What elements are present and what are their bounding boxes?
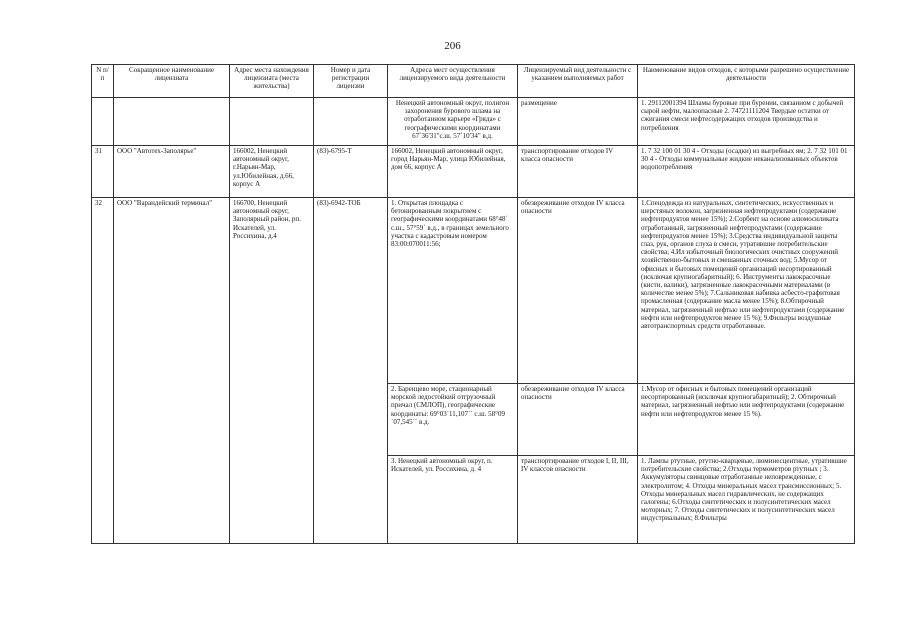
cell-waste-types: 1. 7 32 100 01 30 4 - Отходы (осадки) из выгребных ям; 2. 7 32 101 01 30 4 - Отходы коммунальные жидкие неканализованных объектов водопотребления bbox=[638, 146, 855, 198]
cell-activity-address: 166002, Ненецкий автономный округ, город Нарьян-Мар, улица Юбилейная, дом 66, корпус А bbox=[388, 146, 518, 198]
table-header-row bbox=[92, 65, 855, 98]
cell-activity-type: обезвреживание отходов IV класса опасности bbox=[518, 384, 638, 456]
cell-activity-address: 2. Баренцево море, стационарный морской ледостойкий отгрузочный причал (СМЛОП), географические координаты: 69°03´11,107´´ с.ш. 58°09´07,545´´ в.д. bbox=[388, 384, 518, 456]
cell-activity-type: транспортирование отходов IV класса опасности bbox=[518, 146, 638, 198]
table-row bbox=[92, 198, 855, 384]
cell-registration: (83)-6795-Т bbox=[314, 146, 388, 198]
cell-waste-types: 1.Спецодежда из натуральных, синтетических, искусственных и шерстяных волокон, загрязненная нефтепродуктами (содержание нефтепродуктов менее 15%); 2.Сорбент на основе алюмосиликата отработанный, загрязненный нефтепродуктами (содержание нефтепродуктов менее 15%); 3.Средства индивидуальной защиты глаз, рук, органов слуха в смеси, утратившие потребительские свойства; 4.Ил избыточный биологических очистных сооружений хозяйственно-бытовых и смешанных сточных вод; 5.Мусор от офисных и бытовых помещений организаций несортированный (исключая крупногабаритный); 6. Инструменты лакокрасочные (кисти, валики), загрязненные лакокрасочными материалами (в количестве менее 5%); 7.Сальниковая набивка асбесто-графитовая промасленная (содержание масла менее 15%); 8.Обтирочный материал, загрязненный нефтью или нефтепродуктами (содержание нефти или нефтепродуктов менее 15 %); 9.Фильтры воздушные автотранспортных средств отработанные. bbox=[638, 198, 855, 384]
header-activity-address: Адреса мест осуществления лицензируемого вида деятельности bbox=[388, 65, 518, 98]
cell-activity-address: 3. Ненецкий автономный округ, п. Искателей, ул. Россихина, д. 4 bbox=[388, 456, 518, 544]
cell-num: 32 bbox=[92, 198, 114, 544]
cell-licensee-name: ООО "Варандейский терминал" bbox=[114, 198, 230, 544]
cell-waste-types: 1.Мусор от офисных и бытовых помещений организаций несортированный (исключая крупногабаритный); 2. Обтирочный материал, загрязненный нефтью или нефтепродуктами (содержание нефти или нефтепродуктов менее 15 %). bbox=[638, 384, 855, 456]
header-num: N п/п bbox=[92, 65, 114, 98]
header-waste-types: Наименование видов отходов, с которыми разрешено осуществление деятельности bbox=[638, 65, 855, 98]
header-activity-type: Лицензируемый вид деятельности с указанием выполняемых работ bbox=[518, 65, 638, 98]
cell-registration: (83)-6942-ТОБ bbox=[314, 198, 388, 544]
header-registration: Номер и дата регистрации лицензии bbox=[314, 65, 388, 98]
cell-activity-type: обезвреживание отходов IV класса опасности bbox=[518, 198, 638, 384]
header-licensee-name: Сокращенное наименование лицензиата bbox=[114, 65, 230, 98]
license-registry-table bbox=[91, 64, 855, 544]
table-row bbox=[92, 146, 855, 198]
cell-activity-address: Ненецкий автономный округ, полигон захоронения бурового шлама на отработанном карьере «Гряда» с географическими координатами 67˚36'31"с.ш. 57˚10'34" в.д. bbox=[388, 98, 518, 146]
cell-waste-types: 1. 29112001394 Шламы буровые при бурении, связанном с добычей сырой нефти, малоопасные 2. 74721111204 Твердые остатки от сжигания смеси нефтесодержащих отходов производства и потребления bbox=[638, 98, 855, 146]
header-location: Адрес места нахождения лицензиата (места жительства) bbox=[230, 65, 314, 98]
cell-location: 166002, Ненецкий автономный округ, г.Нарьян-Мар, ул.Юбилейная, д.66, корпус А bbox=[230, 146, 314, 198]
cell-activity-type: транспортирование отходов I, II, III, IV классов опасности bbox=[518, 456, 638, 544]
page-number: 206 bbox=[444, 40, 461, 52]
cell-activity-address: 1. Открытая площадка с бетонированным покрытием с географическими координатами 68°48΄ с.ш., 57°59΄ в.д., в границах земельного участка с кадастровым номером 83:00:070011:56; bbox=[388, 198, 518, 384]
cell-location: 166700, Ненецкий автономный округ, Заполярный район, рп. Искателей, ул. Россихина, д.4 bbox=[230, 198, 314, 544]
cell-licensee-name: ООО "Автотех-Заполярье" bbox=[114, 146, 230, 198]
cell-num: 31 bbox=[92, 146, 114, 198]
cell-waste-types: 1. Лампы ртутные, ртутно-кварцевые, люминесцентные, утратившие потребительские свойства; 2.Отходы термометров ртутных ; 3. Аккумуляторы свинцовые отработанные неповрежденные, с электролитом; 4. Отходы минеральных масел трансмиссионных; 5. Отходы минеральных масел гидравлических, не содержащих галогены; 6.Отходы синтетических и полусинтетических масел моторных; 7. Отходы синтетических и полусинтетических масел индустриальных; 8.Фильтры bbox=[638, 456, 855, 544]
cell-activity-type: размещение bbox=[518, 98, 638, 146]
table-row bbox=[92, 98, 855, 146]
